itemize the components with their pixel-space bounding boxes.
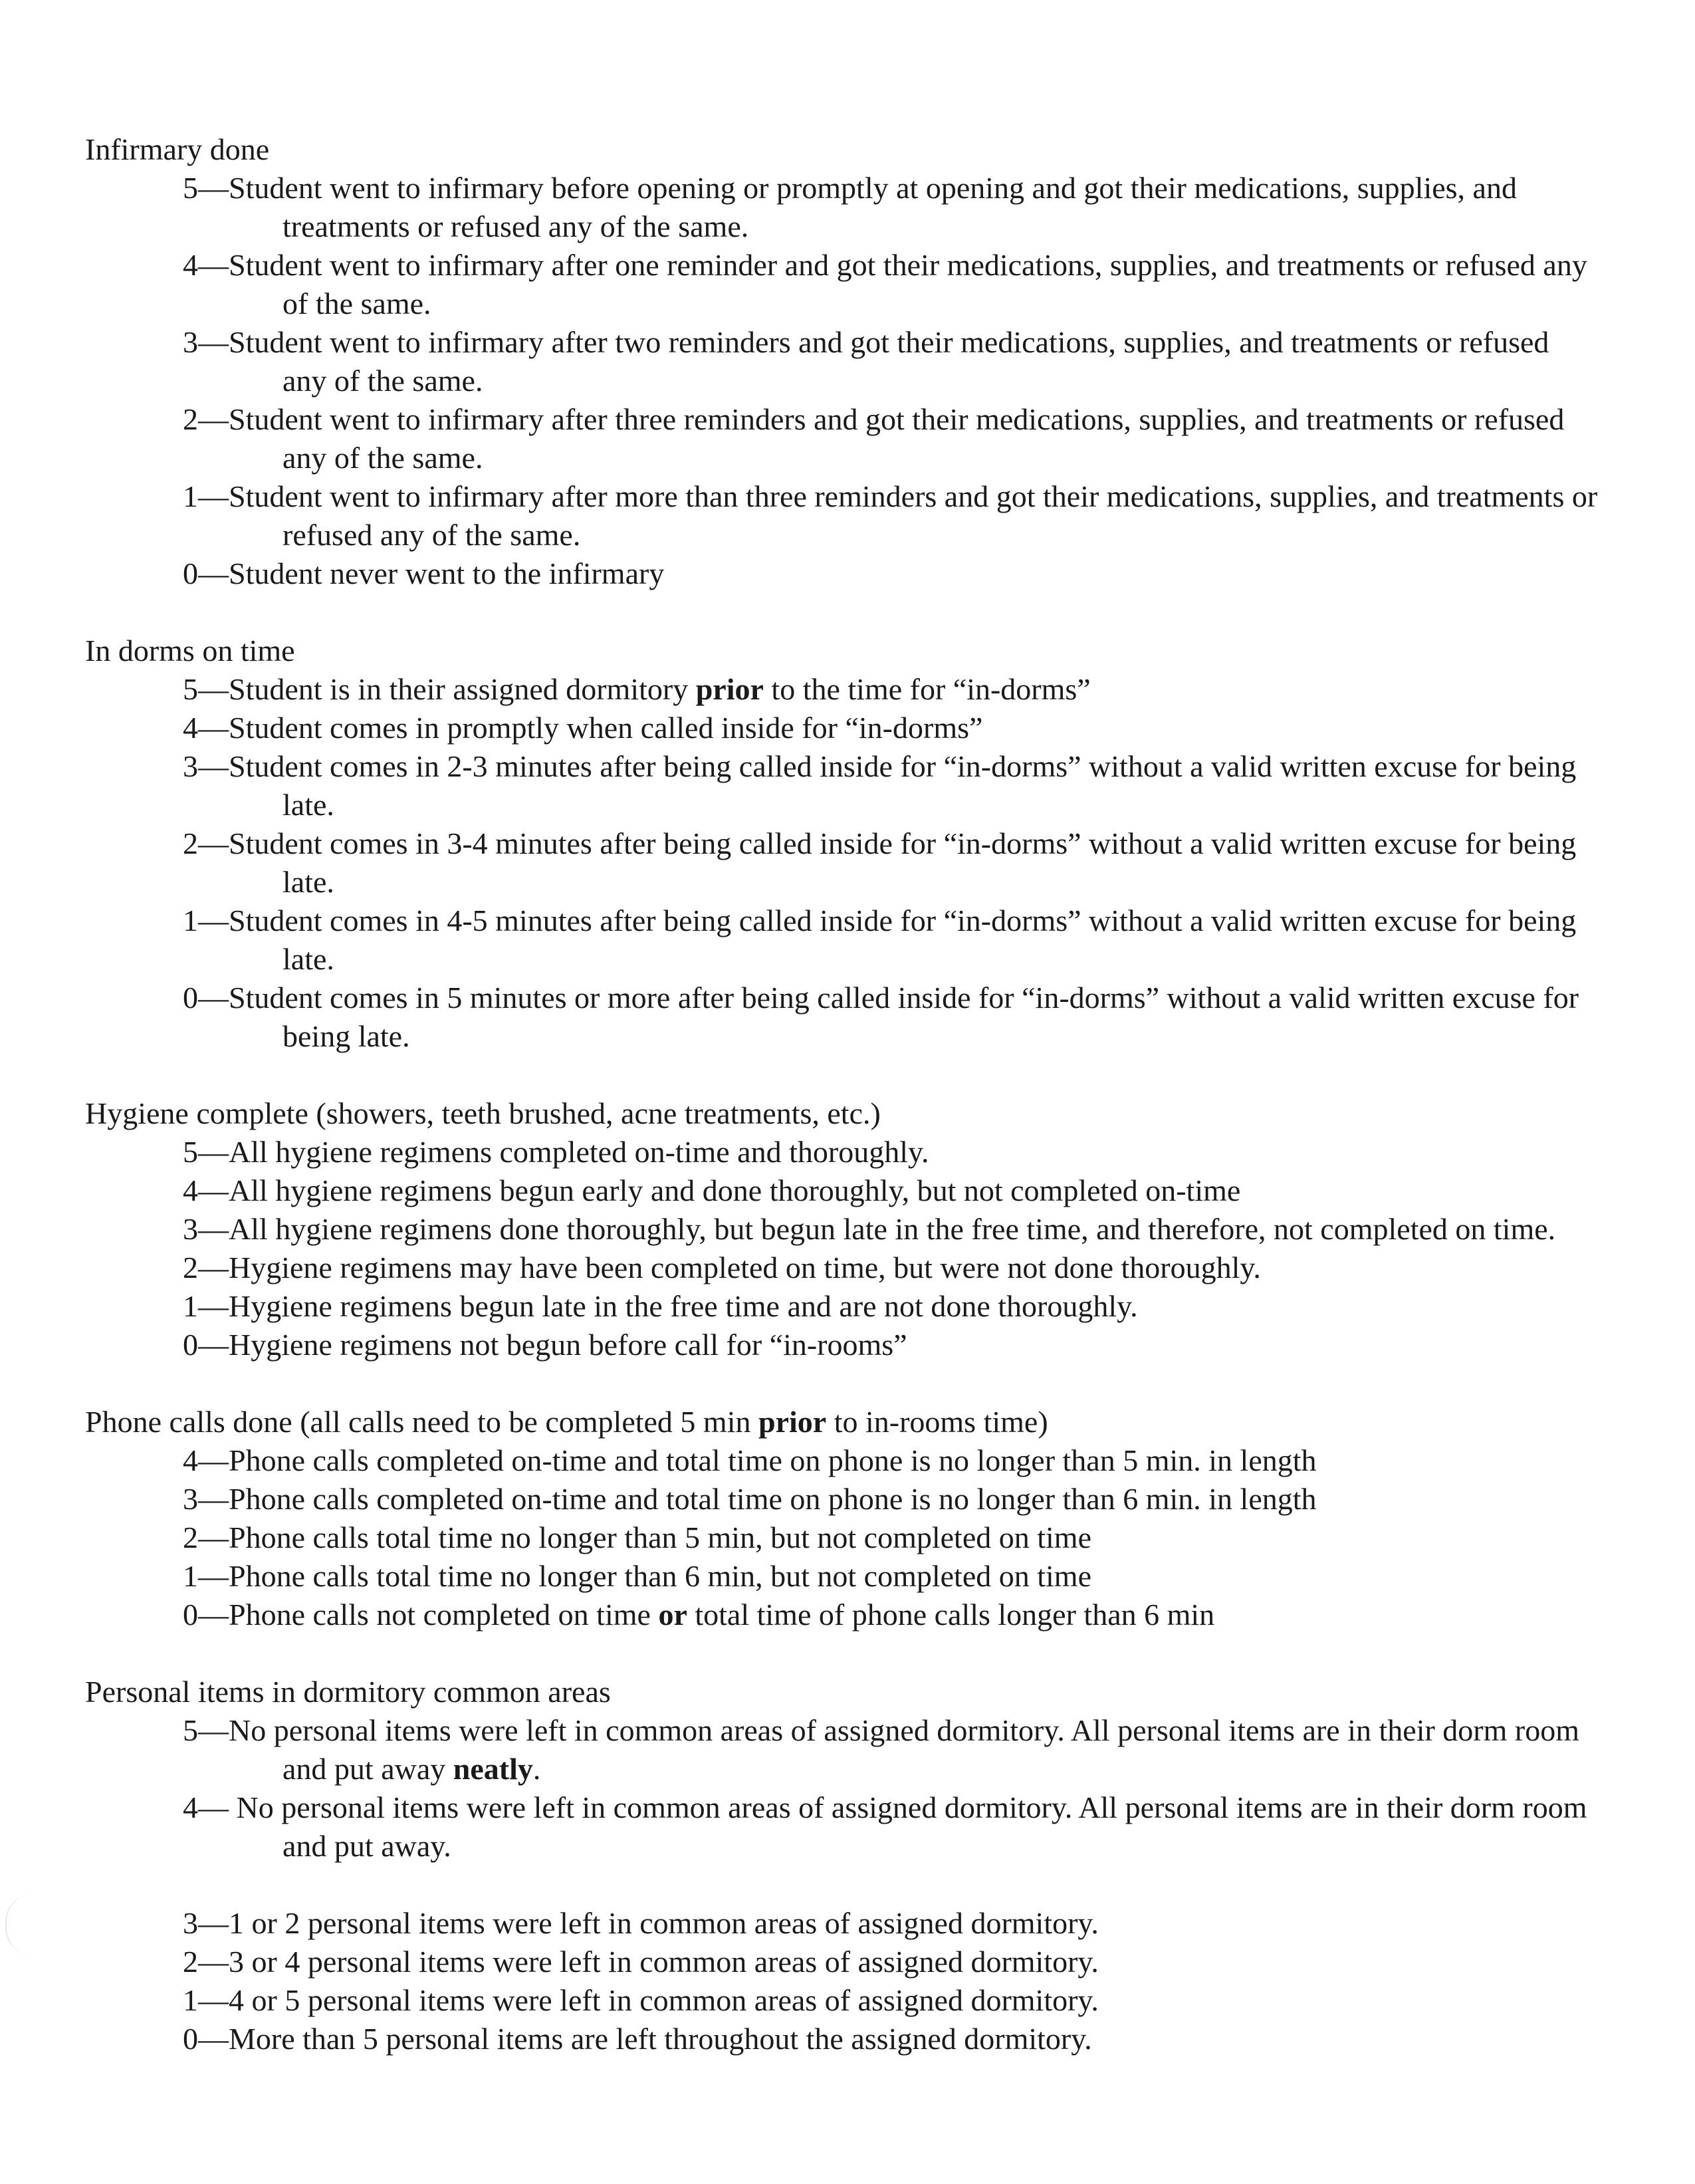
rubric-item: 1—Hygiene regimens begun late in the free time and are not done thoroughly. — [183, 1289, 1138, 1323]
score-value: 2 — [183, 826, 198, 860]
item-text: Phone calls total time no longer than 6 min, but not completed on time — [229, 1559, 1091, 1593]
score-value: 4 — [183, 711, 198, 745]
emphasis-text: prior — [695, 672, 764, 706]
section-title: Hygiene complete (showers, teeth brushed, acne treatments, etc.) — [85, 1096, 881, 1130]
section-title: Infirmary done — [85, 132, 270, 166]
score-value: 3 — [183, 1906, 198, 1940]
score-value: 5 — [183, 171, 198, 205]
rubric-item: 2—Student went to infirmary after three reminders and got their medications, supplies, and treatments or refused any of the same. — [183, 402, 1565, 475]
rubric-item: 1—4 or 5 personal items were left in common areas of assigned dormitory. — [183, 1983, 1099, 2017]
score-value: 2 — [183, 1251, 198, 1284]
section-phone-calls — [85, 1403, 1601, 1634]
score-value: 4 — [183, 1173, 198, 1207]
rubric-item: 4—Student went to infirmary after one reminder and got their medications, supplies, and treatments or refused any of the same. — [183, 248, 1587, 320]
rubric-item: 1—Student comes in 4-5 minutes after being called inside for “in-dorms” without a valid written excuse for being late. — [183, 904, 1577, 976]
item-text: Phone calls total time no longer than 5 min, but not completed on time — [229, 1520, 1091, 1554]
rubric-item: 4— No personal items were left in common areas of assigned dormitory. All personal items are in their dorm room and put away. — [183, 1790, 1587, 1863]
item-text: No personal items were left in common areas of assigned dormitory. All personal items are in their dorm room and put away — [229, 1713, 1579, 1786]
rubric-item: 5—All hygiene regimens completed on-time and thoroughly. — [183, 1135, 929, 1169]
item-text: Hygiene regimens not begun before call for “in-rooms” — [229, 1328, 907, 1362]
rubric-item: 4—All hygiene regimens begun early and done thoroughly, but not completed on-time — [183, 1173, 1241, 1207]
item-text: All hygiene regimens done thoroughly, but begun late in the free time, and therefore, not completed on time. — [229, 1212, 1556, 1246]
score-value: 2 — [183, 1520, 198, 1554]
score-value: 2 — [183, 402, 198, 436]
item-text: 3 or 4 personal items were left in common areas of assigned dormitory. — [229, 1945, 1099, 1979]
item-text: Student comes in 3-4 minutes after being called inside for “in-dorms” without a valid written excuse for being late. — [229, 826, 1577, 899]
score-value: 5 — [183, 1135, 198, 1169]
item-text: to the time for “in-dorms” — [763, 672, 1091, 706]
score-value: 1 — [183, 1559, 198, 1593]
score-value: 1 — [183, 904, 198, 937]
item-text: Hygiene regimens may have been completed on time, but were not done thoroughly. — [229, 1251, 1261, 1284]
item-text: Student never went to the infirmary — [229, 556, 665, 590]
rubric-item: 0—More than 5 personal items are left throughout the assigned dormitory. — [183, 2022, 1092, 2056]
item-text: Student went to infirmary before opening or promptly at opening and got their medications, supplies, and treatments or refused any of the same. — [229, 171, 1517, 243]
score-value: 1 — [183, 479, 198, 513]
section-title — [85, 1403, 1601, 1441]
emphasis-text: prior — [758, 1405, 827, 1439]
rubric-item: 2—Student comes in 3-4 minutes after being called inside for “in-dorms” without a valid written excuse for being late. — [183, 826, 1577, 899]
item-text: Student went to infirmary after more than three reminders and got their medications, supplies, and treatments or refused any of the same. — [229, 479, 1598, 552]
rubric-item: 0—Student comes in 5 minutes or more after being called inside for “in-dorms” without a valid written excuse for being late. — [183, 981, 1579, 1053]
score-value: 3 — [183, 1482, 198, 1516]
item-text: More than 5 personal items are left throughout the assigned dormitory. — [229, 2022, 1092, 2056]
score-value: 3 — [183, 325, 198, 359]
section-hygiene — [85, 1094, 1601, 1364]
score-value: 3 — [183, 1212, 198, 1246]
item-text: Hygiene regimens begun late in the free time and are not done thoroughly. — [229, 1289, 1138, 1323]
section-title: Personal items in dormitory common areas — [85, 1675, 611, 1709]
item-text: All hygiene regimens begun early and done thoroughly, but not completed on-time — [229, 1173, 1241, 1207]
rubric-item: 5—No personal items were left in common areas of assigned dormitory. All personal items are in their dorm room and put away neatly. — [183, 1713, 1579, 1786]
item-text: Student comes in 5 minutes or more after being called inside for “in-dorms” without a valid written excuse for being late. — [229, 981, 1579, 1053]
scan-artifact — [5, 1895, 33, 1955]
rubric-item: 0—Hygiene regimens not begun before call for “in-rooms” — [183, 1328, 907, 1362]
rubric-item: 0—Student never went to the infirmary — [183, 556, 665, 590]
score-value: 2 — [183, 1945, 198, 1979]
score-value: 4 — [183, 248, 198, 282]
score-value: 0 — [183, 1328, 198, 1362]
item-text: 4 or 5 personal items were left in common areas of assigned dormitory. — [229, 1983, 1099, 2017]
score-value: 0 — [183, 1598, 198, 1632]
rubric-item: 3—Student went to infirmary after two reminders and got their medications, supplies, and treatments or refused any of the same. — [183, 325, 1549, 398]
score-value: 1 — [183, 1289, 198, 1323]
item-text: Student comes in promptly when called inside for “in-dorms” — [229, 711, 983, 745]
section-title-text: Phone calls done (all calls need to be completed 5 min — [85, 1405, 758, 1439]
score-value: 0 — [183, 2022, 198, 2056]
rubric-item: 2—Hygiene regimens may have been completed on time, but were not done thoroughly. — [183, 1251, 1261, 1284]
rubric-item: 1—Phone calls total time no longer than 6 min, but not completed on time — [183, 1559, 1091, 1593]
rubric-item: 0—Phone calls not completed on time or total time of phone calls longer than 6 min — [183, 1598, 1215, 1632]
rubric-item: 3—Student comes in 2-3 minutes after being called inside for “in-dorms” without a valid written excuse for being late. — [183, 749, 1577, 822]
section-title: In dorms on time — [85, 634, 295, 667]
section-title-text: to in-rooms time) — [826, 1405, 1048, 1439]
score-value: 0 — [183, 981, 198, 1015]
rubric-item: 3—1 or 2 personal items were left in common areas of assigned dormitory. — [183, 1906, 1099, 1940]
section-personal-items — [85, 1673, 1601, 2058]
rubric-item: 1—Student went to infirmary after more than three reminders and got their medications, supplies, and treatments or refused any of the same. — [183, 479, 1598, 552]
item-text: Student went to infirmary after one reminder and got their medications, supplies, and treatments or refused any of the same. — [229, 248, 1587, 320]
rubric-item: 2—3 or 4 personal items were left in common areas of assigned dormitory. — [183, 1945, 1099, 1979]
score-value: 4 — [183, 1443, 198, 1477]
score-value: 4 — [183, 1790, 198, 1824]
item-text: Student is in their assigned dormitory — [229, 672, 696, 706]
emphasis-text: neatly — [453, 1752, 533, 1786]
item-text: Student went to infirmary after three reminders and got their medications, supplies, and treatments or refused any of the same. — [229, 402, 1565, 475]
rubric-item: 5—Student is in their assigned dormitory prior to the time for “in-dorms” — [183, 672, 1091, 706]
rubric-page — [85, 130, 1601, 2058]
item-text: Phone calls completed on-time and total time on phone is no longer than 5 min. in length — [229, 1443, 1317, 1477]
rubric-item: 2—Phone calls total time no longer than 5 min, but not completed on time — [183, 1520, 1091, 1554]
section-infirmary — [85, 130, 1601, 593]
item-text: All hygiene regimens completed on-time and thoroughly. — [229, 1135, 929, 1169]
rubric-item: 5—Student went to infirmary before opening or promptly at opening and got their medications, supplies, and treatments or refused any of the same. — [183, 171, 1517, 243]
section-in-dorms — [85, 632, 1601, 1056]
score-value: 0 — [183, 556, 198, 590]
score-value: 3 — [183, 749, 198, 783]
item-text: Student comes in 4-5 minutes after being called inside for “in-dorms” without a valid written excuse for being late. — [229, 904, 1577, 976]
item-text: total time of phone calls longer than 6 min — [687, 1598, 1215, 1632]
rubric-item: 3—Phone calls completed on-time and total time on phone is no longer than 6 min. in length — [183, 1482, 1317, 1516]
item-text: 1 or 2 personal items were left in common areas of assigned dormitory. — [229, 1906, 1099, 1940]
rubric-item: 4—Phone calls completed on-time and total time on phone is no longer than 5 min. in length — [183, 1443, 1317, 1477]
score-value: 5 — [183, 672, 198, 706]
item-text: Phone calls completed on-time and total time on phone is no longer than 6 min. in length — [229, 1482, 1317, 1516]
emphasis-text: or — [658, 1598, 687, 1632]
item-text: Student went to infirmary after two reminders and got their medications, supplies, and treatments or refused any of the same. — [229, 325, 1549, 398]
rubric-item: 3—All hygiene regimens done thoroughly, but begun late in the free time, and therefore, not completed on time. — [183, 1212, 1556, 1246]
score-value: 5 — [183, 1713, 198, 1747]
score-value: 1 — [183, 1983, 198, 2017]
rubric-item: 4—Student comes in promptly when called inside for “in-dorms” — [183, 711, 983, 745]
item-text: Phone calls not completed on time — [229, 1598, 659, 1632]
item-text: Student comes in 2-3 minutes after being called inside for “in-dorms” without a valid written excuse for being late. — [229, 749, 1577, 822]
item-text: . — [532, 1752, 541, 1786]
item-text: No personal items were left in common areas of assigned dormitory. All personal items are in their dorm room and put away. — [229, 1790, 1587, 1863]
